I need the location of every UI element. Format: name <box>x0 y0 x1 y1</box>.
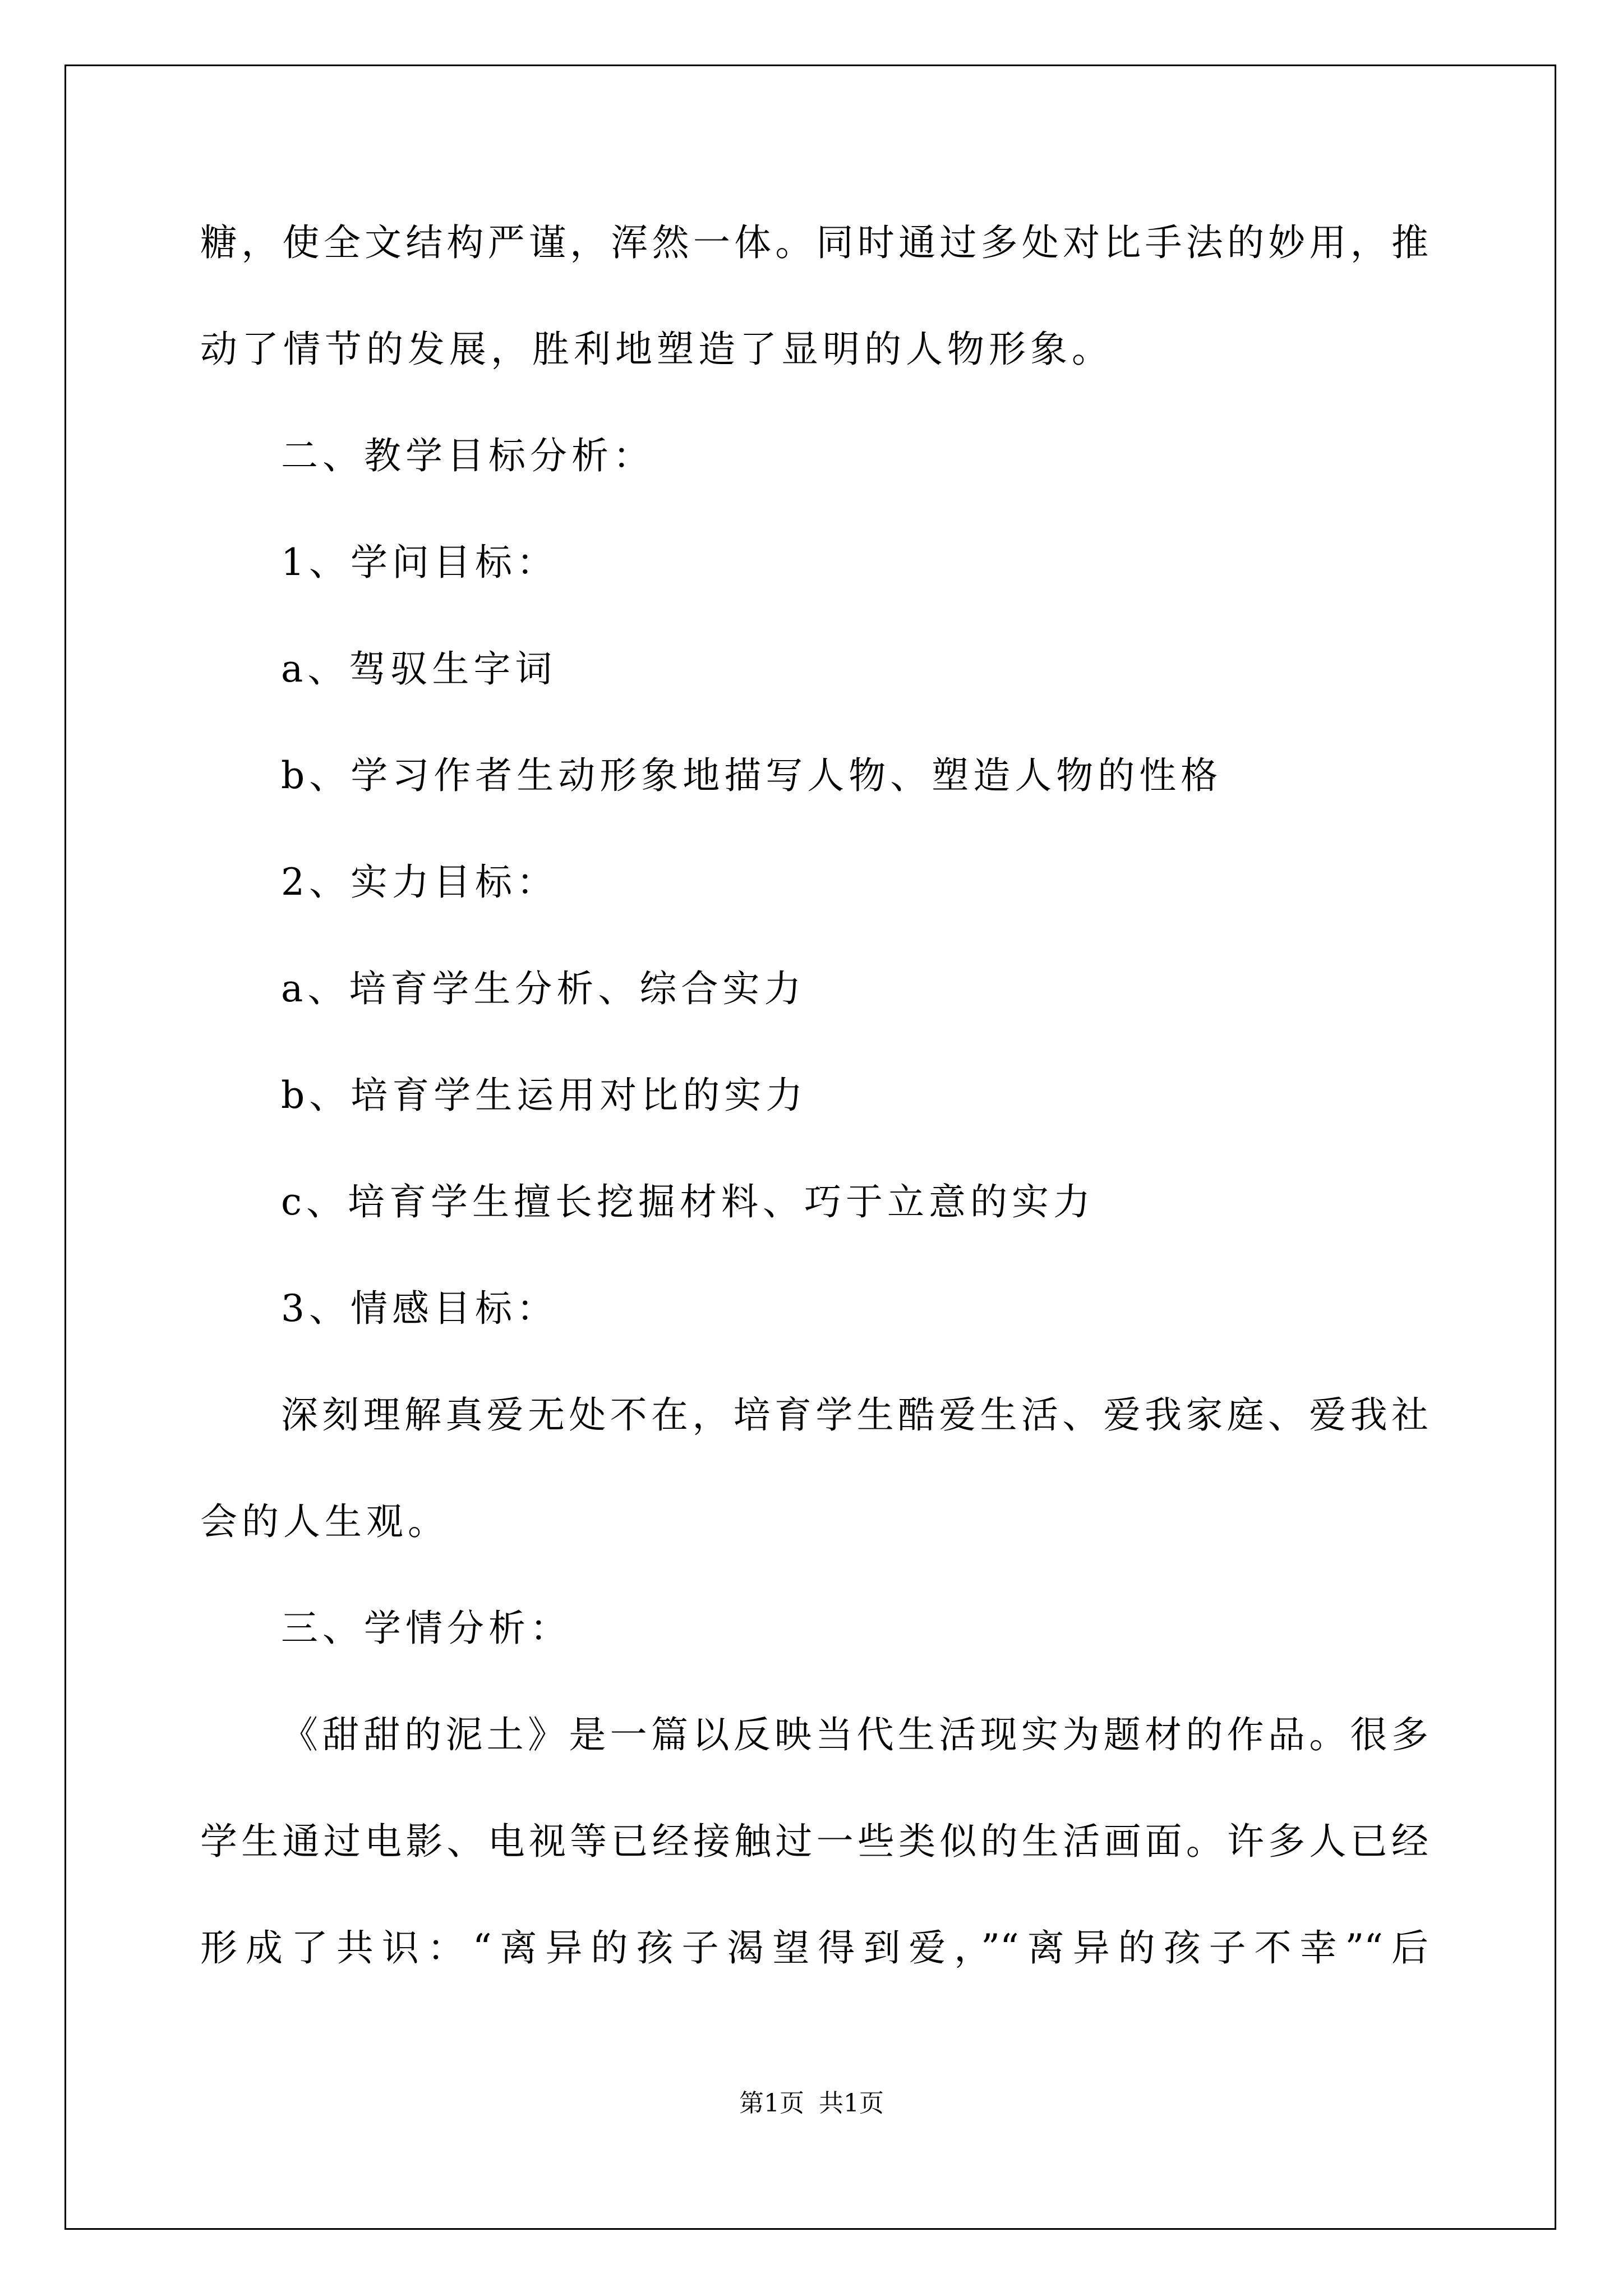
paragraph-line: 形成了共识：“离异的孩子渴望得到爱，”“离异的孩子不幸”“后 <box>200 1926 1428 1970</box>
section-heading: 二、教学目标分析： <box>281 434 654 477</box>
section-heading: 三、学情分析： <box>281 1607 571 1650</box>
paragraph-line: 会的人生观。 <box>200 1500 449 1543</box>
list-item: c、培育学生擅长挖掘材料、巧于立意的实力 <box>281 1180 1095 1223</box>
subsection-heading: 1、学问目标： <box>281 541 558 584</box>
paragraph-line: 《甜甜的泥土》是一篇以反映当代生活现实为题材的作品。很多 <box>281 1713 1428 1756</box>
paragraph-line: 糖，使全文结构严谨，浑然一体。同时通过多处对比手法的妙用，推 <box>200 221 1428 264</box>
list-item: a、驾驭生字词 <box>281 647 557 691</box>
list-item: b、学习作者生动形象地描写人物、塑造人物的性格 <box>281 754 1223 797</box>
subsection-heading: 2、实力目标： <box>281 861 558 904</box>
paragraph-line: 深刻理解真爱无处不在，培育学生酷爱生活、爱我家庭、爱我社 <box>281 1393 1428 1437</box>
paragraph-line: 动了情节的发展，胜利地塑造了显明的人物形象。 <box>200 328 1113 371</box>
page-footer <box>0 2091 1623 2116</box>
page-number: 第1页 <box>739 2089 804 2118</box>
list-item: a、培育学生分析、综合实力 <box>281 967 806 1010</box>
page-total: 共1页 <box>819 2089 884 2118</box>
document-body <box>200 221 1428 2036</box>
paragraph-line: 学生通过电影、电视等已经接触过一些类似的生活画面。许多人已经 <box>200 1820 1428 1863</box>
subsection-heading: 3、情感目标： <box>281 1287 558 1330</box>
list-item: b、培育学生运用对比的实力 <box>281 1074 808 1117</box>
